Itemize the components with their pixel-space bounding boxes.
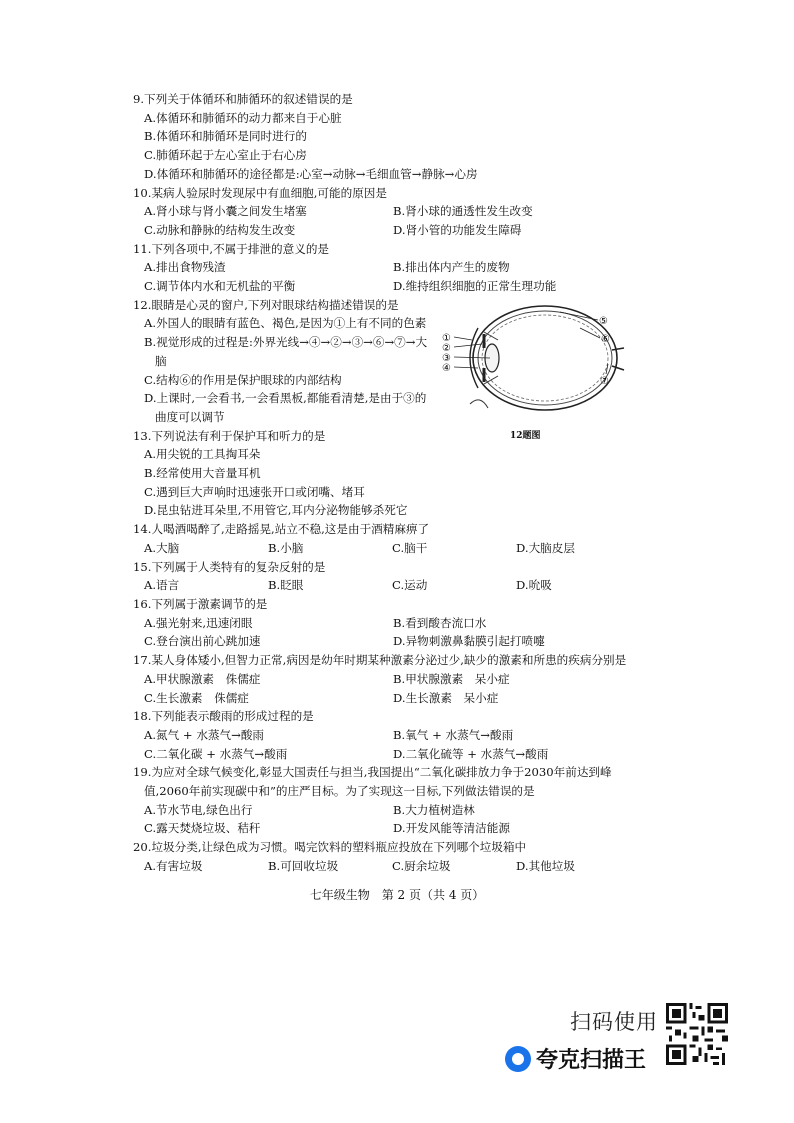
eyelid (470, 400, 488, 408)
quark-logo-icon (505, 1046, 531, 1072)
eye-cross-section (440, 298, 625, 420)
option-row (133, 539, 653, 558)
option: B.眨眼 (268, 578, 304, 593)
page-footer: 七年级生物 第 2 页（共 4 页） (309, 888, 485, 902)
option-row (133, 202, 653, 221)
label-2: ② (442, 343, 451, 354)
question-stem: 18.下列能表示酸雨的形成过程的是 (133, 709, 314, 724)
option: D.二氧化硫等 + 水蒸气→酸雨 (393, 746, 549, 761)
option: D.体循环和肺循环的途径都是:心室→动脉→毛细血管→静脉→心房 (144, 166, 478, 181)
question-stem: 20.垃圾分类,让绿色成为习惯。喝完饮料的塑料瓶应投放在下列哪个垃圾箱中 (133, 840, 527, 855)
option: C.厨余垃圾 (392, 858, 451, 873)
question-stem: 19.为应对全球气候变化,彰显大国责任与担当,我国提出“二氧化碳排放力争于2030年前达到峰值,2060年前实现碳中和”的庄严目标。为了实现这一目标,下列做法错误的是 (133, 765, 612, 799)
qr-code-icon[interactable] (666, 1003, 728, 1065)
label-5: ⑤ (599, 316, 608, 327)
option: A.外国人的眼睛有蓝色、褐色,是因为①上有不同的色素 (144, 316, 427, 331)
option: B.可回收垃圾 (268, 858, 339, 873)
option: C.肺循环起于左心室止于右心房 (144, 148, 307, 163)
option-row (133, 670, 653, 689)
option-row (133, 258, 653, 277)
option: B.小脑 (268, 540, 304, 555)
option: A.甲状腺激素 侏儒症 (144, 671, 261, 686)
option: D.其他垃圾 (516, 858, 575, 873)
leader-1 (454, 337, 472, 340)
label-6: ⑥ (601, 334, 610, 345)
option: B.肾小球的通透性发生改变 (393, 204, 533, 219)
label-1: ① (442, 333, 451, 344)
leader-6 (580, 328, 600, 338)
option: A.节水节电,绿色出行 (144, 802, 253, 817)
question-stem: 16.下列属于激素调节的是 (133, 596, 268, 611)
retina-outline (482, 315, 608, 401)
option: A.体循环和肺循环的动力都来自于心脏 (144, 110, 342, 125)
option: D.生长激素 呆小症 (393, 690, 499, 705)
option: C.动脉和静脉的结构发生改变 (144, 222, 296, 237)
option: C.脑干 (392, 540, 428, 555)
option-row (133, 801, 653, 820)
option: D.吮吸 (516, 578, 552, 593)
question-stem: 17.某人身体矮小,但智力正常,病因是幼年时期某种激素分泌过少,缺少的激素和所患的疾病分别是 (133, 653, 627, 668)
option: B.氧气 + 水蒸气→酸雨 (393, 727, 514, 742)
option: B.排出体内产生的废物 (393, 260, 510, 275)
scanner-brand (505, 1043, 646, 1074)
option: B.甲状腺激素 呆小症 (393, 671, 510, 686)
option: A.有害垃圾 (144, 858, 203, 873)
option-row (133, 689, 653, 708)
option: D.开发风能等清洁能源 (393, 821, 510, 836)
question-stem: 15.下列属于人类特有的复杂反射的是 (133, 559, 326, 574)
option: D.肾小管的功能发生障碍 (393, 222, 522, 237)
label-7: ⑦ (600, 376, 609, 387)
option: B.视觉形成的过程是:外界光线→④→②→③→⑥→⑦→大脑 (144, 335, 428, 368)
option: A.肾小球与肾小囊之间发生堵塞 (144, 204, 307, 219)
option: D.异物刺激鼻黏膜引起打喷嚏 (393, 634, 545, 649)
option: C.露天焚烧垃圾、秸秆 (144, 821, 261, 836)
question-stem: 9.下列关于体循环和肺循环的叙述错误的是 (133, 92, 353, 106)
eye-diagram (440, 298, 625, 448)
option: B.经常使用大音量耳机 (144, 466, 261, 481)
option-row (133, 632, 653, 651)
option-row (133, 614, 653, 633)
option: A.排出食物残渣 (144, 260, 226, 275)
option: B.看到酸杏流口水 (393, 615, 487, 630)
question-stem: 11.下列各项中,不属于排泄的意义的是 (133, 241, 330, 256)
option-row (133, 857, 653, 876)
question-stem: 12.眼睛是心灵的窗户,下列对眼球结构描述错误的是 (133, 297, 399, 312)
option: C.登台演出前心跳加速 (144, 634, 261, 649)
option: C.结构⑥的作用是保护眼球的内部结构 (144, 372, 342, 387)
question-list (133, 90, 653, 876)
option: B.体循环和肺循环是同时进行的 (144, 129, 307, 144)
option: D.维持组织细胞的正常生理功能 (393, 279, 557, 294)
option: C.生长激素 侏儒症 (144, 690, 249, 705)
option: C.调节体内水和无机盐的平衡 (144, 279, 296, 294)
option-row (133, 277, 653, 296)
option-row (133, 221, 653, 240)
option: D.大脑皮层 (516, 540, 575, 555)
option: A.语言 (144, 578, 180, 593)
option: A.强光射来,迅速闭眼 (144, 615, 253, 630)
option: A.氮气 + 水蒸气→酸雨 (144, 727, 265, 742)
leader-2 (454, 344, 482, 347)
leader-5 (560, 312, 598, 320)
question-stem: 14.人喝酒喝醉了,走路摇晃,站立不稳,这是由于酒精麻痹了 (133, 522, 430, 537)
option-row (133, 745, 653, 764)
option: C.运动 (392, 578, 428, 593)
option: A.大脑 (144, 540, 180, 555)
label-3: ③ (442, 353, 451, 364)
question-stem: 13.下列说法有利于保护耳和听力的是 (133, 428, 326, 443)
label-4: ④ (442, 363, 451, 374)
optic-nerve (612, 348, 624, 370)
question-stem: 10.某病人验尿时发现尿中有血细胞,可能的原因是 (133, 185, 387, 200)
option: D.昆虫钻进耳朵里,不用管它,耳内分泌物能够杀死它 (144, 503, 408, 518)
brand-name: 夸克扫描王 (536, 1048, 647, 1073)
option: A.用尖锐的工具掏耳朵 (144, 447, 261, 462)
figure-caption: 12题图 (510, 431, 541, 441)
option-row (133, 576, 653, 595)
option: D.上课时,一会看书,一会看黑板,都能看清楚,是由于③的曲度可以调节 (144, 391, 427, 424)
option: B.大力植树造林 (393, 802, 475, 817)
option: C.遇到巨大声响时迅速张开口或闭嘴、堵耳 (144, 484, 365, 499)
option: C.二氧化碳 + 水蒸气→酸雨 (144, 746, 288, 761)
option-row (133, 819, 653, 838)
scan-prompt: 扫码使用 (570, 1010, 658, 1034)
option-row (133, 726, 653, 745)
